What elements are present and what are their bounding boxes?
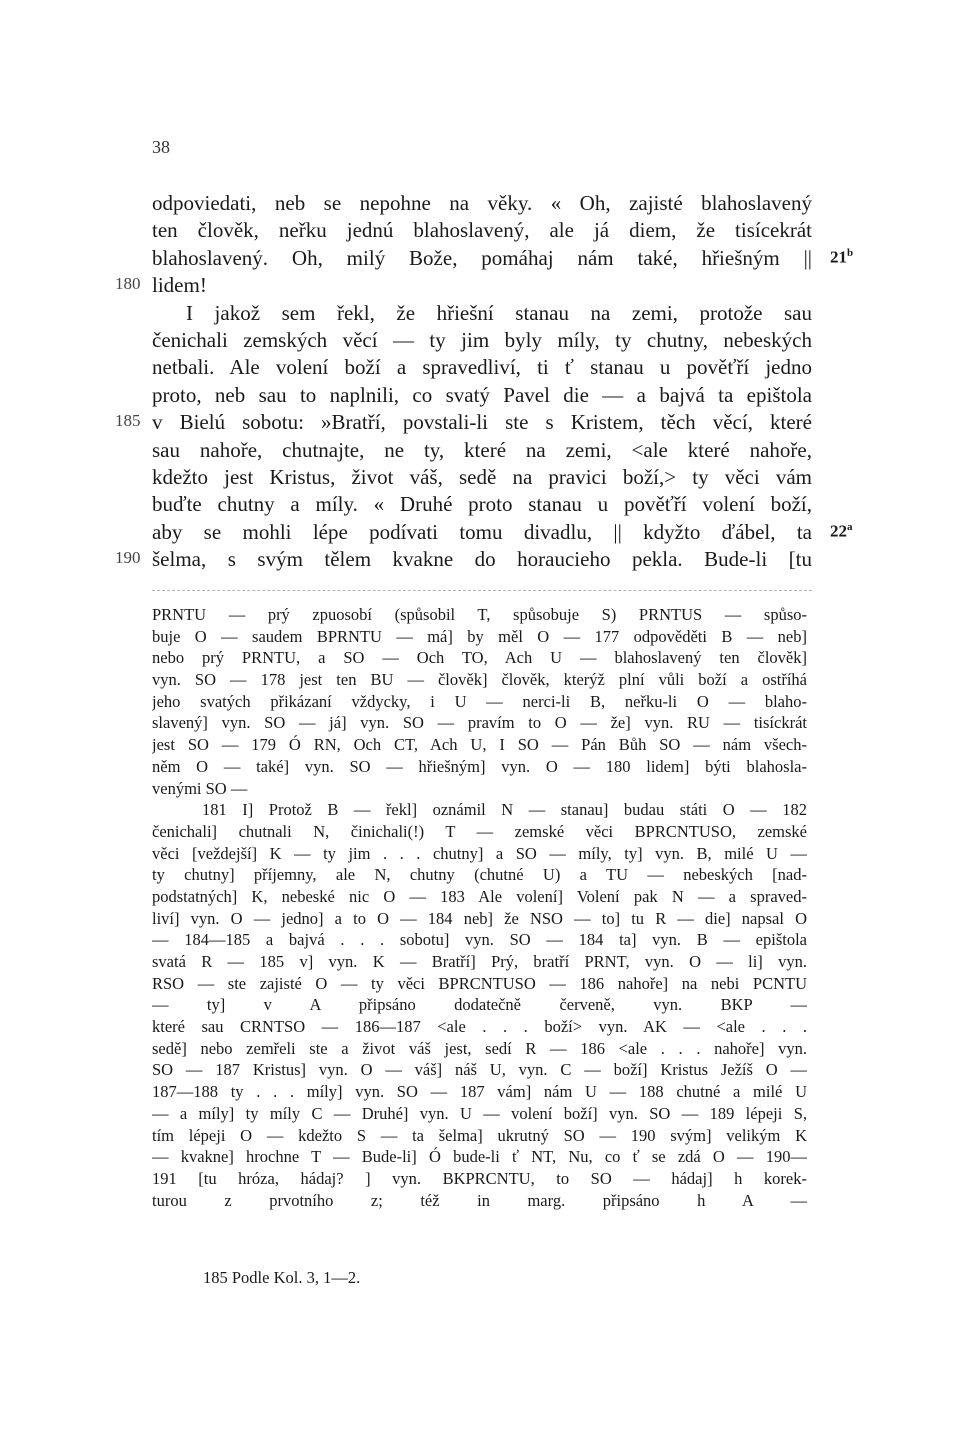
apparatus-line: — ty] v A připsáno dodatečně červeně, vyn. BKP — [152,995,807,1015]
apparatus-line: SO — 187 Kristus] vyn. O — váš] náš U, vyn. C — boží] Kristus Ježíš O — [152,1060,807,1080]
apparatus-line: svatá R — 185 v] vyn. K — Bratří] Prý, bratří PRNT, vyn. O — li] vyn. [152,952,807,971]
apparatus-line: ty chutny] příjemny, ale N, chutny (chutné U) a TU — nebeských [nad- [152,865,807,885]
apparatus-line: 187—188 ty . . . míly] vyn. SO — 187 vám] nám U — 188 chutné a milé U [152,1082,807,1102]
text-line: odpoviedati, neb se nepohne na věky. « Oh, zajisté blahoslavený [152,191,812,215]
apparatus-line: podstatných] K, nebeské nic O — 183 Ale volení] Volení pak N — a spraved- [152,886,807,906]
text-line: netbali. Ale volení boží a spravedliví, ti ť stanau u pověťří jedno [152,355,812,380]
apparatus-line: sedě] nebo zemřeli ste a život váš jest, sedí R — 186 <ale . . . nahoře] vyn. [152,1038,807,1058]
apparatus-line: tím lépeji O — kdežto S — ta šelma] ukrutný SO — 190 svým] velikým K [152,1125,807,1145]
text-line: buďte chutny a míly. « Druhé proto stanau u pověťří volení boží, [152,492,812,517]
text-line: aby se mohli lépe podívati tomu divadlu, || kdyžto ďábel, ta [152,519,812,544]
folio-mark: 21$^b$ [830,247,854,267]
separator-line [152,590,812,591]
apparatus-line: jest SO — 179 Ó RN, Och CT, Ach U, I SO — Pán Bůh SO — nám všech- [152,735,807,755]
apparatus-line: — kvakne] hrochne T — Bude-li] Ó bude-li ť NT, Nu, co ť se zdá O — 190— [152,1147,807,1167]
critical-apparatus [152,604,807,1211]
text-line: ten člověk, neřku jednú blahoslavený, ale já diem, že tisícekrát [152,218,812,243]
line-number: 185 [115,411,141,430]
folio-mark: 22$^a$ [830,521,853,541]
apparatus-line: venými SO — [152,778,248,798]
apparatus-line: PRNTU — prý zpuosobí (spůsobil T, spůsobuje S) PRNTUS — spůso- [152,605,807,624]
text-line: blahoslavený. Oh, milý Bože, pomáhaj nám také, hřiešným || [152,245,812,270]
apparatus-line: které sau CRNTSO — 186—187 <ale . . . boží> vyn. AK — <ale . . . [152,1017,807,1037]
apparatus-line: liví] vyn. O — jedno] a to O — 184 neb] že NSO — to] tu R — die] napsal O [152,908,807,928]
apparatus-line: — 184—185 a bajvá . . . sobotu] vyn. SO — 184 ta] vyn. B — epištola [152,930,807,950]
text-line: v Bielú sobotu: »Bratří, povstali-li ste s Kristem, těch věcí, které [152,410,812,435]
page-number: 38 [152,137,170,157]
line-number: 190 [115,548,141,567]
apparatus-line: nebo prý PRNTU, a SO — Och TO, Ach U — blahoslavený ten člověk] [152,648,807,668]
apparatus-line: čenichali] chutnali N, činichali(!) T — zemské věci BPRCNTUSO, zemské [152,821,807,841]
apparatus-line: buje O — saudem BPRNTU — má] by měl O — 177 odpověděti B — neb] [152,626,807,646]
text-line: proto, neb sau to naplnili, co svatý Pavel die — a bajvá ta epištola [152,382,812,407]
text-line: lidem! [152,273,207,298]
apparatus-line: něm O — také] vyn. SO — hřiešným] vyn. O — 180 lidem] býti blahosla- [152,756,807,776]
apparatus-line: RSO — ste zajisté O — ty věci BPRCNTUSO — 186 nahoře] na nebi PCNTU [152,973,807,993]
text-line: I jakož sem řekl, že hřiešní stanau na zemi, protože sau [186,300,812,325]
text-line: kdežto jest Kristus, život váš, sedě na pravici boží,> ty věci vám [152,464,812,489]
text-line: šelma, s svým tělem kvakne do horaucieho pekla. Bude-li [tu [152,547,812,572]
apparatus-line: věci [veždejší] K — ty jim . . . chutny] a SO — míly, ty] vyn. B, milé U — [152,843,807,863]
footnote: 185 Podle Kol. 3, 1—2. [203,1268,361,1287]
main-text [152,190,812,573]
apparatus-line: turou z prvotního z; též in marg. připsáno h A — [152,1190,807,1210]
apparatus-line: jeho svatých přikázaní vždycky, i U — nerci-li B, neřku-li O — blaho- [152,691,807,711]
apparatus-line: slavený] vyn. SO — já] vyn. SO — pravím to O — že] vyn. RU — tisíckrát [152,713,807,733]
apparatus-line: 191 [tu hróza, hádaj? ] vyn. BKPRCNTU, to SO — hádaj] h korek- [152,1168,807,1188]
text-line: čenichali zemských věcí — ty jim byly míly, ty chutny, nebeských [152,327,812,352]
apparatus-line: 181 I] Protož B — řekl] oznámil N — stanau] budau státi O — 182 [202,800,807,820]
apparatus-line: vyn. SO — 178 jest ten BU — člověk] člověk, kterýž plní vůli boží a ostříhá [152,670,807,690]
apparatus-line: — a míly] ty míly C — Druhé] vyn. U — volení boží] vyn. SO — 189 lépeji S, [152,1103,807,1123]
text-line: sau nahoře, chutnajte, ne ty, které na zemi, <ale které nahoře, [152,437,812,462]
line-number: 180 [115,274,141,293]
